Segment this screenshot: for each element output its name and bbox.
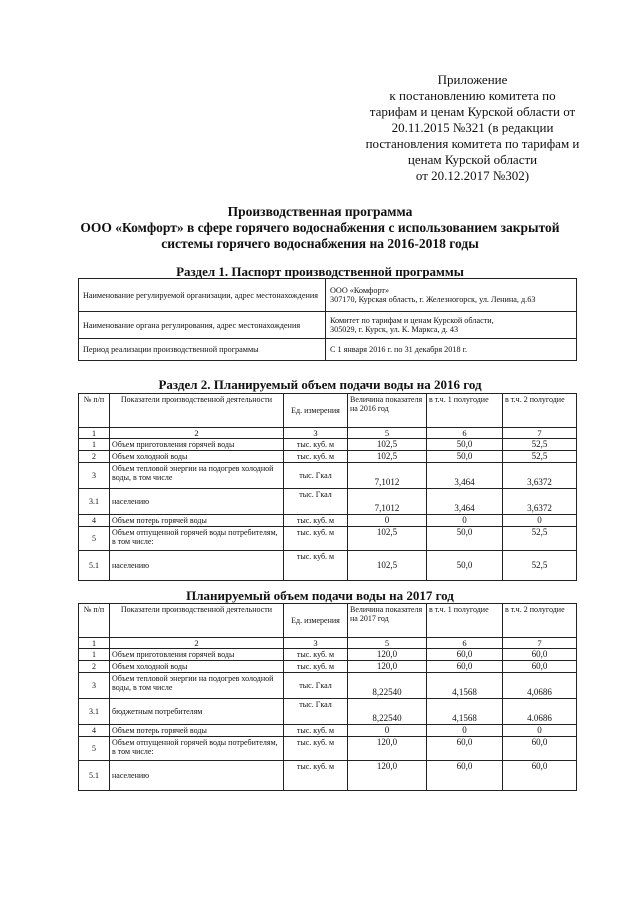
header-cell: № п/п [79, 604, 110, 638]
row-number: 5.1 [79, 551, 110, 581]
row-h2: 52,5 [503, 527, 577, 551]
program-title-line: Производственная программа [227, 204, 413, 219]
table-row [79, 515, 577, 527]
row-total: 102,5 [348, 451, 427, 463]
row-h1: 4,1568 [427, 673, 503, 699]
appendix-line: тарифам и ценам Курской области от [369, 104, 576, 119]
row-h1: 0 [427, 725, 503, 737]
row-h1: 0 [427, 515, 503, 527]
passport-value-line: 307170, Курская область, г. Железногорск, ул. Ленина, д.63 [330, 295, 536, 304]
row-h2: 3,6372 [503, 489, 577, 515]
row-total: 8,22540 [348, 699, 427, 725]
row-number: 1 [79, 439, 110, 451]
index-cell: 6 [427, 428, 503, 439]
table-row [79, 649, 577, 661]
row-unit: тыс. куб. м [284, 451, 348, 463]
row-total: 102,5 [348, 439, 427, 451]
row-h2: 0 [503, 725, 577, 737]
row-h1: 60,0 [427, 761, 503, 791]
header-cell: Показатели производственной деятельности [110, 394, 284, 428]
table-row [79, 463, 577, 489]
section2-title: Раздел 2. Планируемый объем подачи воды на 2016 год [158, 377, 482, 392]
passport-value [326, 312, 577, 339]
table-row [79, 699, 577, 725]
table-row [79, 551, 577, 581]
passport-value [326, 339, 577, 361]
row-total: 8,22540 [348, 673, 427, 699]
row-number: 5 [79, 527, 110, 551]
row-name: Объем холодной воды [110, 451, 284, 463]
row-number: 4 [79, 725, 110, 737]
row-unit: тыс. Гкал [284, 699, 348, 725]
row-total: 0 [348, 515, 427, 527]
row-h1: 3,464 [427, 489, 503, 515]
header-cell: Показатели производственной деятельности [110, 604, 284, 638]
table-row [79, 451, 577, 463]
row-name: бюджетным потребителям [110, 699, 284, 725]
row-number: 3.1 [79, 699, 110, 725]
header-cell: в т.ч. 2 полугодие [503, 394, 577, 428]
row-h2: 52,5 [503, 439, 577, 451]
row-name: Объем отпущенной горячей воды потребителям, в том числе: [110, 527, 284, 551]
row-number: 2 [79, 661, 110, 673]
row-h1: 3,464 [427, 463, 503, 489]
row-h2: 4,0686 [503, 673, 577, 699]
row-name: Объем отпущенной горячей воды потребителям, в том числе: [110, 737, 284, 761]
row-number: 1 [79, 649, 110, 661]
row-name: населению [110, 761, 284, 791]
appendix-line: постановления комитета по тарифам и [365, 136, 580, 151]
row-total: 120,0 [348, 737, 427, 761]
row-name: Объем приготовления горячей воды [110, 649, 284, 661]
row-name: населению [110, 489, 284, 515]
row-unit: тыс. куб. м [284, 725, 348, 737]
header-cell: Ед. измерения [284, 394, 348, 428]
passport-row [79, 339, 577, 361]
row-unit: тыс. куб. м [284, 737, 348, 761]
table-row [79, 527, 577, 551]
row-total: 102,5 [348, 527, 427, 551]
index-cell: 3 [284, 638, 348, 649]
row-h1: 60,0 [427, 661, 503, 673]
row-unit: тыс. куб. м [284, 515, 348, 527]
row-total: 0 [348, 725, 427, 737]
index-cell: 6 [427, 638, 503, 649]
program-title [60, 204, 580, 252]
table-row [79, 725, 577, 737]
row-number: 3 [79, 673, 110, 699]
index-cell: 1 [79, 428, 110, 439]
row-h1: 60,0 [427, 649, 503, 661]
row-h1: 50,0 [427, 451, 503, 463]
row-name: Объем потерь горячей воды [110, 725, 284, 737]
row-unit: тыс. Гкал [284, 489, 348, 515]
row-h2: 3,6372 [503, 463, 577, 489]
header-cell: Величина показателя на 2016 год [348, 394, 427, 428]
table-row [79, 737, 577, 761]
row-h2: 4.0686 [503, 699, 577, 725]
row-number: 3 [79, 463, 110, 489]
header-cell: Ед. измерения [284, 604, 348, 638]
row-number: 2 [79, 451, 110, 463]
header-cell: в т.ч. 1 полугодие [427, 604, 503, 638]
volume-table-2016 [78, 393, 577, 581]
column-index-row [79, 428, 577, 439]
index-cell: 7 [503, 428, 577, 439]
column-index-row [79, 638, 577, 649]
row-h2: 60,0 [503, 649, 577, 661]
passport-label: Наименование органа регулирования, адрес местонахождения [79, 312, 326, 339]
row-total: 7,1012 [348, 463, 427, 489]
header-cell: в т.ч. 2 полугодие [503, 604, 577, 638]
table-row [79, 439, 577, 451]
index-cell: 7 [503, 638, 577, 649]
row-h2: 0 [503, 515, 577, 527]
passport-value-line: Комитет по тарифам и ценам Курской области, [330, 316, 494, 325]
passport-value-line: 305029, г. Курск, ул. К. Маркса, д. 43 [330, 325, 459, 334]
row-number: 4 [79, 515, 110, 527]
row-total: 120,0 [348, 761, 427, 791]
header-cell: в т.ч. 1 полугодие [427, 394, 503, 428]
row-h2: 52,5 [503, 451, 577, 463]
passport-label: Наименование регулируемой организации, адрес местонахождения [79, 279, 326, 312]
appendix-line: от 20.12.2017 №302) [415, 168, 530, 183]
row-total: 7,1012 [348, 489, 427, 515]
passport-value-line: С 1 января 2016 г. по 31 декабря 2018 г. [330, 345, 468, 354]
row-h1: 4,1568 [427, 699, 503, 725]
appendix-header [340, 72, 605, 184]
row-h2: 60,0 [503, 761, 577, 791]
index-cell: 2 [110, 428, 284, 439]
row-h2: 52,5 [503, 551, 577, 581]
row-name: Объем тепловой энергии на подогрев холодной воды, в том числе [110, 463, 284, 489]
row-name: Объем тепловой энергии на подогрев холодной воды, в том числе [110, 673, 284, 699]
row-unit: тыс. куб. м [284, 649, 348, 661]
row-number: 5 [79, 737, 110, 761]
row-name: Объем холодной воды [110, 661, 284, 673]
index-cell: 5 [348, 428, 427, 439]
row-name: населению [110, 551, 284, 581]
passport-row [79, 279, 577, 312]
row-unit: тыс. Гкал [284, 463, 348, 489]
header-cell: Величина показателя на 2017 год [348, 604, 427, 638]
table-row [79, 761, 577, 791]
table-row [79, 661, 577, 673]
row-unit: тыс. Гкал [284, 673, 348, 699]
volume-table-2017 [78, 603, 577, 791]
index-cell: 5 [348, 638, 427, 649]
row-number: 3.1 [79, 489, 110, 515]
row-h2: 60,0 [503, 661, 577, 673]
row-unit: тыс. куб. м [284, 661, 348, 673]
row-h1: 50,0 [427, 527, 503, 551]
row-h2: 60,0 [503, 737, 577, 761]
index-cell: 2 [110, 638, 284, 649]
row-name: Объем приготовления горячей воды [110, 439, 284, 451]
section1-title: Раздел 1. Паспорт производственной программы [176, 264, 464, 279]
row-h1: 60,0 [427, 737, 503, 761]
row-unit: тыс. куб. м [284, 439, 348, 451]
index-cell: 1 [79, 638, 110, 649]
section3-title: Планируемый объем подачи воды на 2017 год [186, 588, 454, 603]
row-h1: 50,0 [427, 439, 503, 451]
row-unit: тыс. куб. м [284, 551, 348, 581]
row-total: 102,5 [348, 551, 427, 581]
row-unit: тыс. куб. м [284, 761, 348, 791]
passport-value-line: ООО «Комфорт» [330, 286, 390, 295]
passport-row [79, 312, 577, 339]
table-header-row [79, 604, 577, 638]
appendix-line: к постановлению комитета по [389, 88, 556, 103]
program-title-line: системы горячего водоснабжения на 2016-2018 годы [161, 236, 479, 251]
table-header-row [79, 394, 577, 428]
table-row [79, 489, 577, 515]
program-title-line: ООО «Комфорт» в сфере горячего водоснабжения с использованием закрытой [80, 220, 560, 235]
appendix-line: ценам Курской области [407, 152, 538, 167]
table-row [79, 673, 577, 699]
row-total: 120,0 [348, 649, 427, 661]
passport-value [326, 279, 577, 312]
row-total: 120,0 [348, 661, 427, 673]
appendix-line: Приложение [437, 72, 508, 87]
index-cell: 3 [284, 428, 348, 439]
row-name: Объем потерь горячей воды [110, 515, 284, 527]
row-number: 5.1 [79, 761, 110, 791]
row-h1: 50,0 [427, 551, 503, 581]
row-unit: тыс. куб. м [284, 527, 348, 551]
header-cell: № п/п [79, 394, 110, 428]
passport-table [78, 278, 577, 361]
appendix-line: 20.11.2015 №321 (в редакции [391, 120, 554, 135]
passport-label: Период реализации производственной программы [79, 339, 326, 361]
